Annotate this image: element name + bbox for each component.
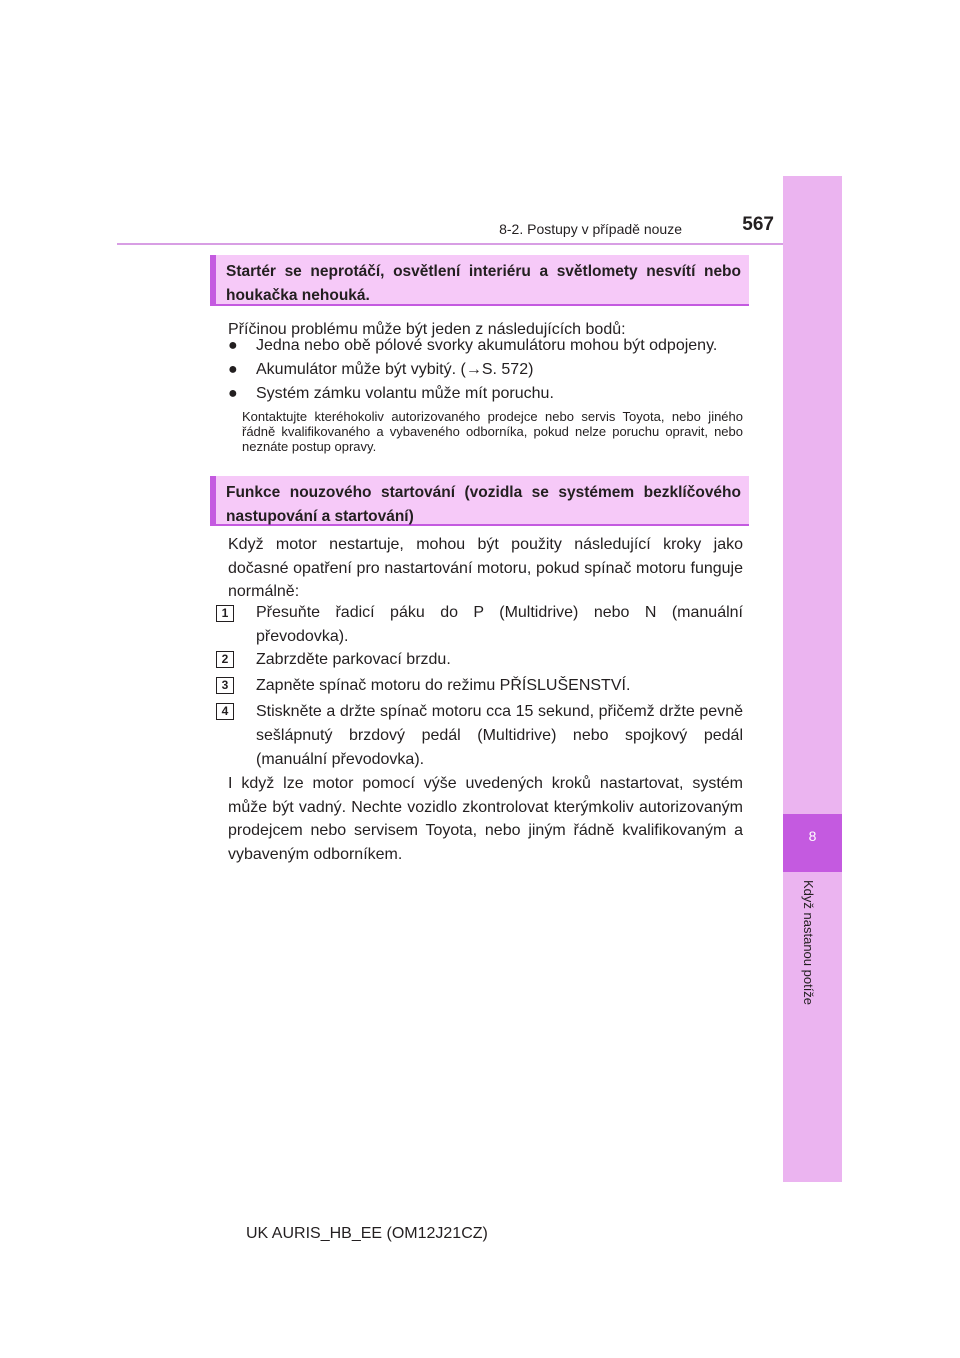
section1-intro: Příčinou problému může být jeden z následujících bodů: (228, 321, 626, 338)
step-text: Přesuňte řadicí páku do P (Multidrive) nebo N (manuální převodovka). (256, 604, 743, 645)
bullet-icon: ● (228, 385, 238, 402)
bullet-icon: ● (228, 337, 238, 354)
step-text: Stiskněte a držte spínač motoru cca 15 sekund, přičemž držte pevně sešlápnutý brzdový pedál (Multidrive) nebo spojkový pedál (manuální převodovka). (256, 703, 743, 768)
section1-note: Kontaktujte kteréhokoliv autorizovaného prodejce nebo servis Toyota, nebo jiného řádně kvalifikovaného a vybaveného odborníka, pokud nelze poruchu opravit, nebo neznáte postup opravy. (242, 409, 743, 454)
bullet-item: Systém zámku volantu může mít poruchu. (256, 385, 554, 402)
step-text: Zapněte spínač motoru do režimu PŘÍSLUŠENSTVÍ. (256, 677, 631, 694)
document-code: UK AURIS_HB_EE (OM12J21CZ) (246, 1225, 488, 1242)
chapter-title: Když nastanou potíže (801, 880, 816, 1006)
bullet-item: Jedna nebo obě pólové svorky akumulátoru mohou být odpojeny. (256, 337, 718, 354)
chapter-side-tab (783, 176, 842, 1182)
section2-intro: Když motor nestartuje, mohou být použity následující kroky jako dočasné opatření pro nastartování motoru, pokud spínač motoru funguje normálně: (228, 536, 743, 600)
page-number: 567 (742, 214, 774, 235)
step-number-badge: 3 (216, 677, 234, 694)
chapter-number: 8 (808, 828, 817, 844)
step-text: Zabrzděte parkovací brzdu. (256, 651, 451, 668)
section-heading-emergency-start: Funkce nouzového startování (vozidla se systémem bezklíčového nastupování a startování) (210, 476, 749, 526)
bullet-icon: ● (228, 361, 238, 378)
section-heading-starter: Startér se neprotáčí, osvětlení interiéru a světlomety nesvítí nebo houkačka nehouká. (210, 255, 749, 306)
section2-closing: I když lze motor pomocí výše uvedených kroků nastartovat, systém může být vadný. Nechte vozidlo zkontrolovat kterýmkoliv autorizovaným prodejcem nebo servisem Toyota, nebo jiným řádně kvalifikovaným a vybaveným odborníkem. (228, 775, 743, 863)
header-section-title: 8-2. Postupy v případě nouze (499, 221, 682, 237)
step-number-badge: 4 (216, 703, 234, 720)
header-rule (117, 243, 783, 245)
step-number-badge: 2 (216, 651, 234, 668)
step-number-badge: 1 (216, 605, 234, 622)
bullet-item: Akumulátor může být vybitý. (→S. 572) (256, 361, 534, 378)
